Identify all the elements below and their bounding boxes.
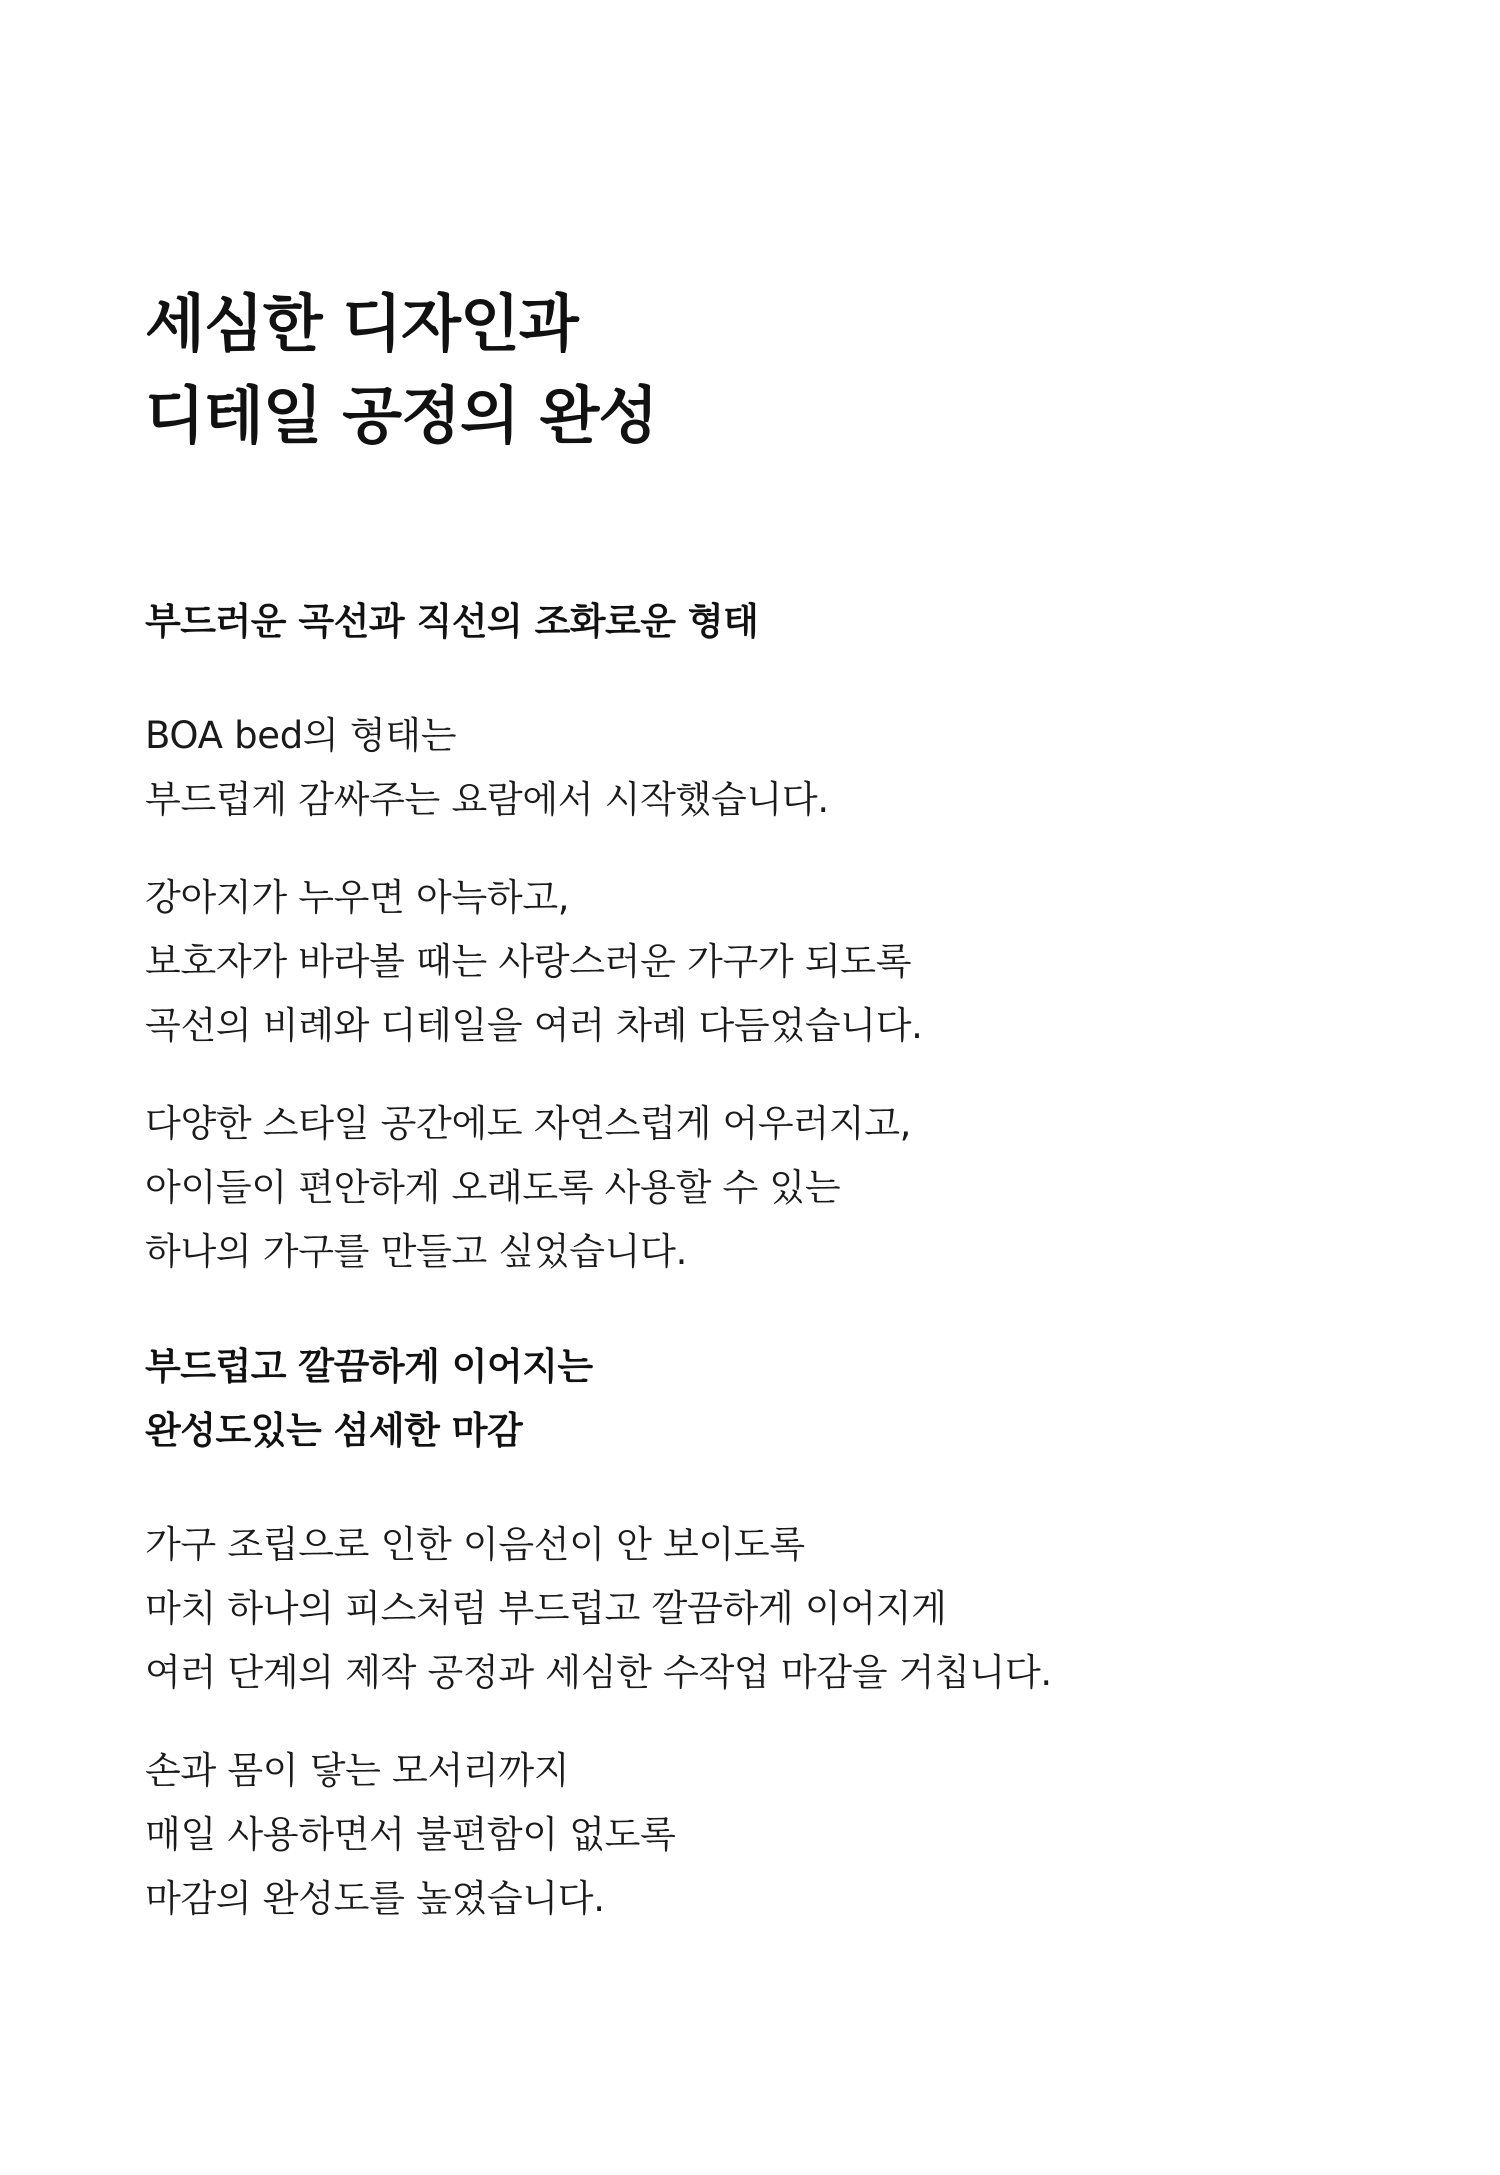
heading-line: 부드럽고 깔끔하게 이어지는 (145, 1345, 593, 1388)
text-line: 손과 몸이 닿는 모서리까지 (145, 1749, 570, 1792)
text-line: 강아지가 누우면 아늑하고, (145, 876, 570, 919)
text-line: 아이들이 편안하게 오래도록 사용할 수 있는 (145, 1166, 841, 1209)
paragraph (145, 704, 923, 832)
text-line: 여러 단계의 제작 공정과 세심한 수작업 마감을 거칩니다. (145, 1651, 1052, 1694)
section-heading (145, 590, 923, 654)
text-line: 하나의 가구를 만들고 싶었습니다. (145, 1230, 688, 1273)
section-curves-and-lines (145, 590, 923, 1284)
heading-line: 부드러운 곡선과 직선의 조화로운 형태 (145, 600, 759, 643)
section-heading (145, 1335, 1052, 1463)
text-line: 곡선의 비례와 디테일을 여러 차례 다듬었습니다. (145, 1004, 923, 1047)
paragraph (145, 1092, 923, 1284)
paragraph (145, 1513, 1052, 1705)
text-line: 마감의 완성도를 높였습니다. (145, 1877, 605, 1920)
text-line: 부드럽게 감싸주는 요람에서 시작했습니다. (145, 778, 829, 821)
text-line: BOA bed의 형태는 (145, 714, 457, 757)
text-line: 매일 사용하면서 불편함이 없도록 (145, 1813, 676, 1856)
text-line: 다양한 스타일 공간에도 자연스럽게 어우러지고, (145, 1102, 912, 1145)
page-title (145, 278, 657, 462)
text-line: 가구 조립으로 인한 이음선이 안 보이도록 (145, 1523, 805, 1566)
page (145, 0, 1395, 2175)
paragraph (145, 1739, 1052, 1931)
section-finishing (145, 1335, 1052, 1931)
title-line: 세심한 디자인과 (145, 287, 578, 360)
heading-line: 완성도있는 섬세한 마감 (145, 1409, 523, 1452)
paragraph (145, 866, 923, 1058)
text-line: 마치 하나의 피스처럼 부드럽고 깔끔하게 이어지게 (145, 1587, 947, 1630)
text-line: 보호자가 바라볼 때는 사랑스러운 가구가 되도록 (145, 940, 912, 983)
title-line: 디테일 공정의 완성 (145, 379, 658, 452)
